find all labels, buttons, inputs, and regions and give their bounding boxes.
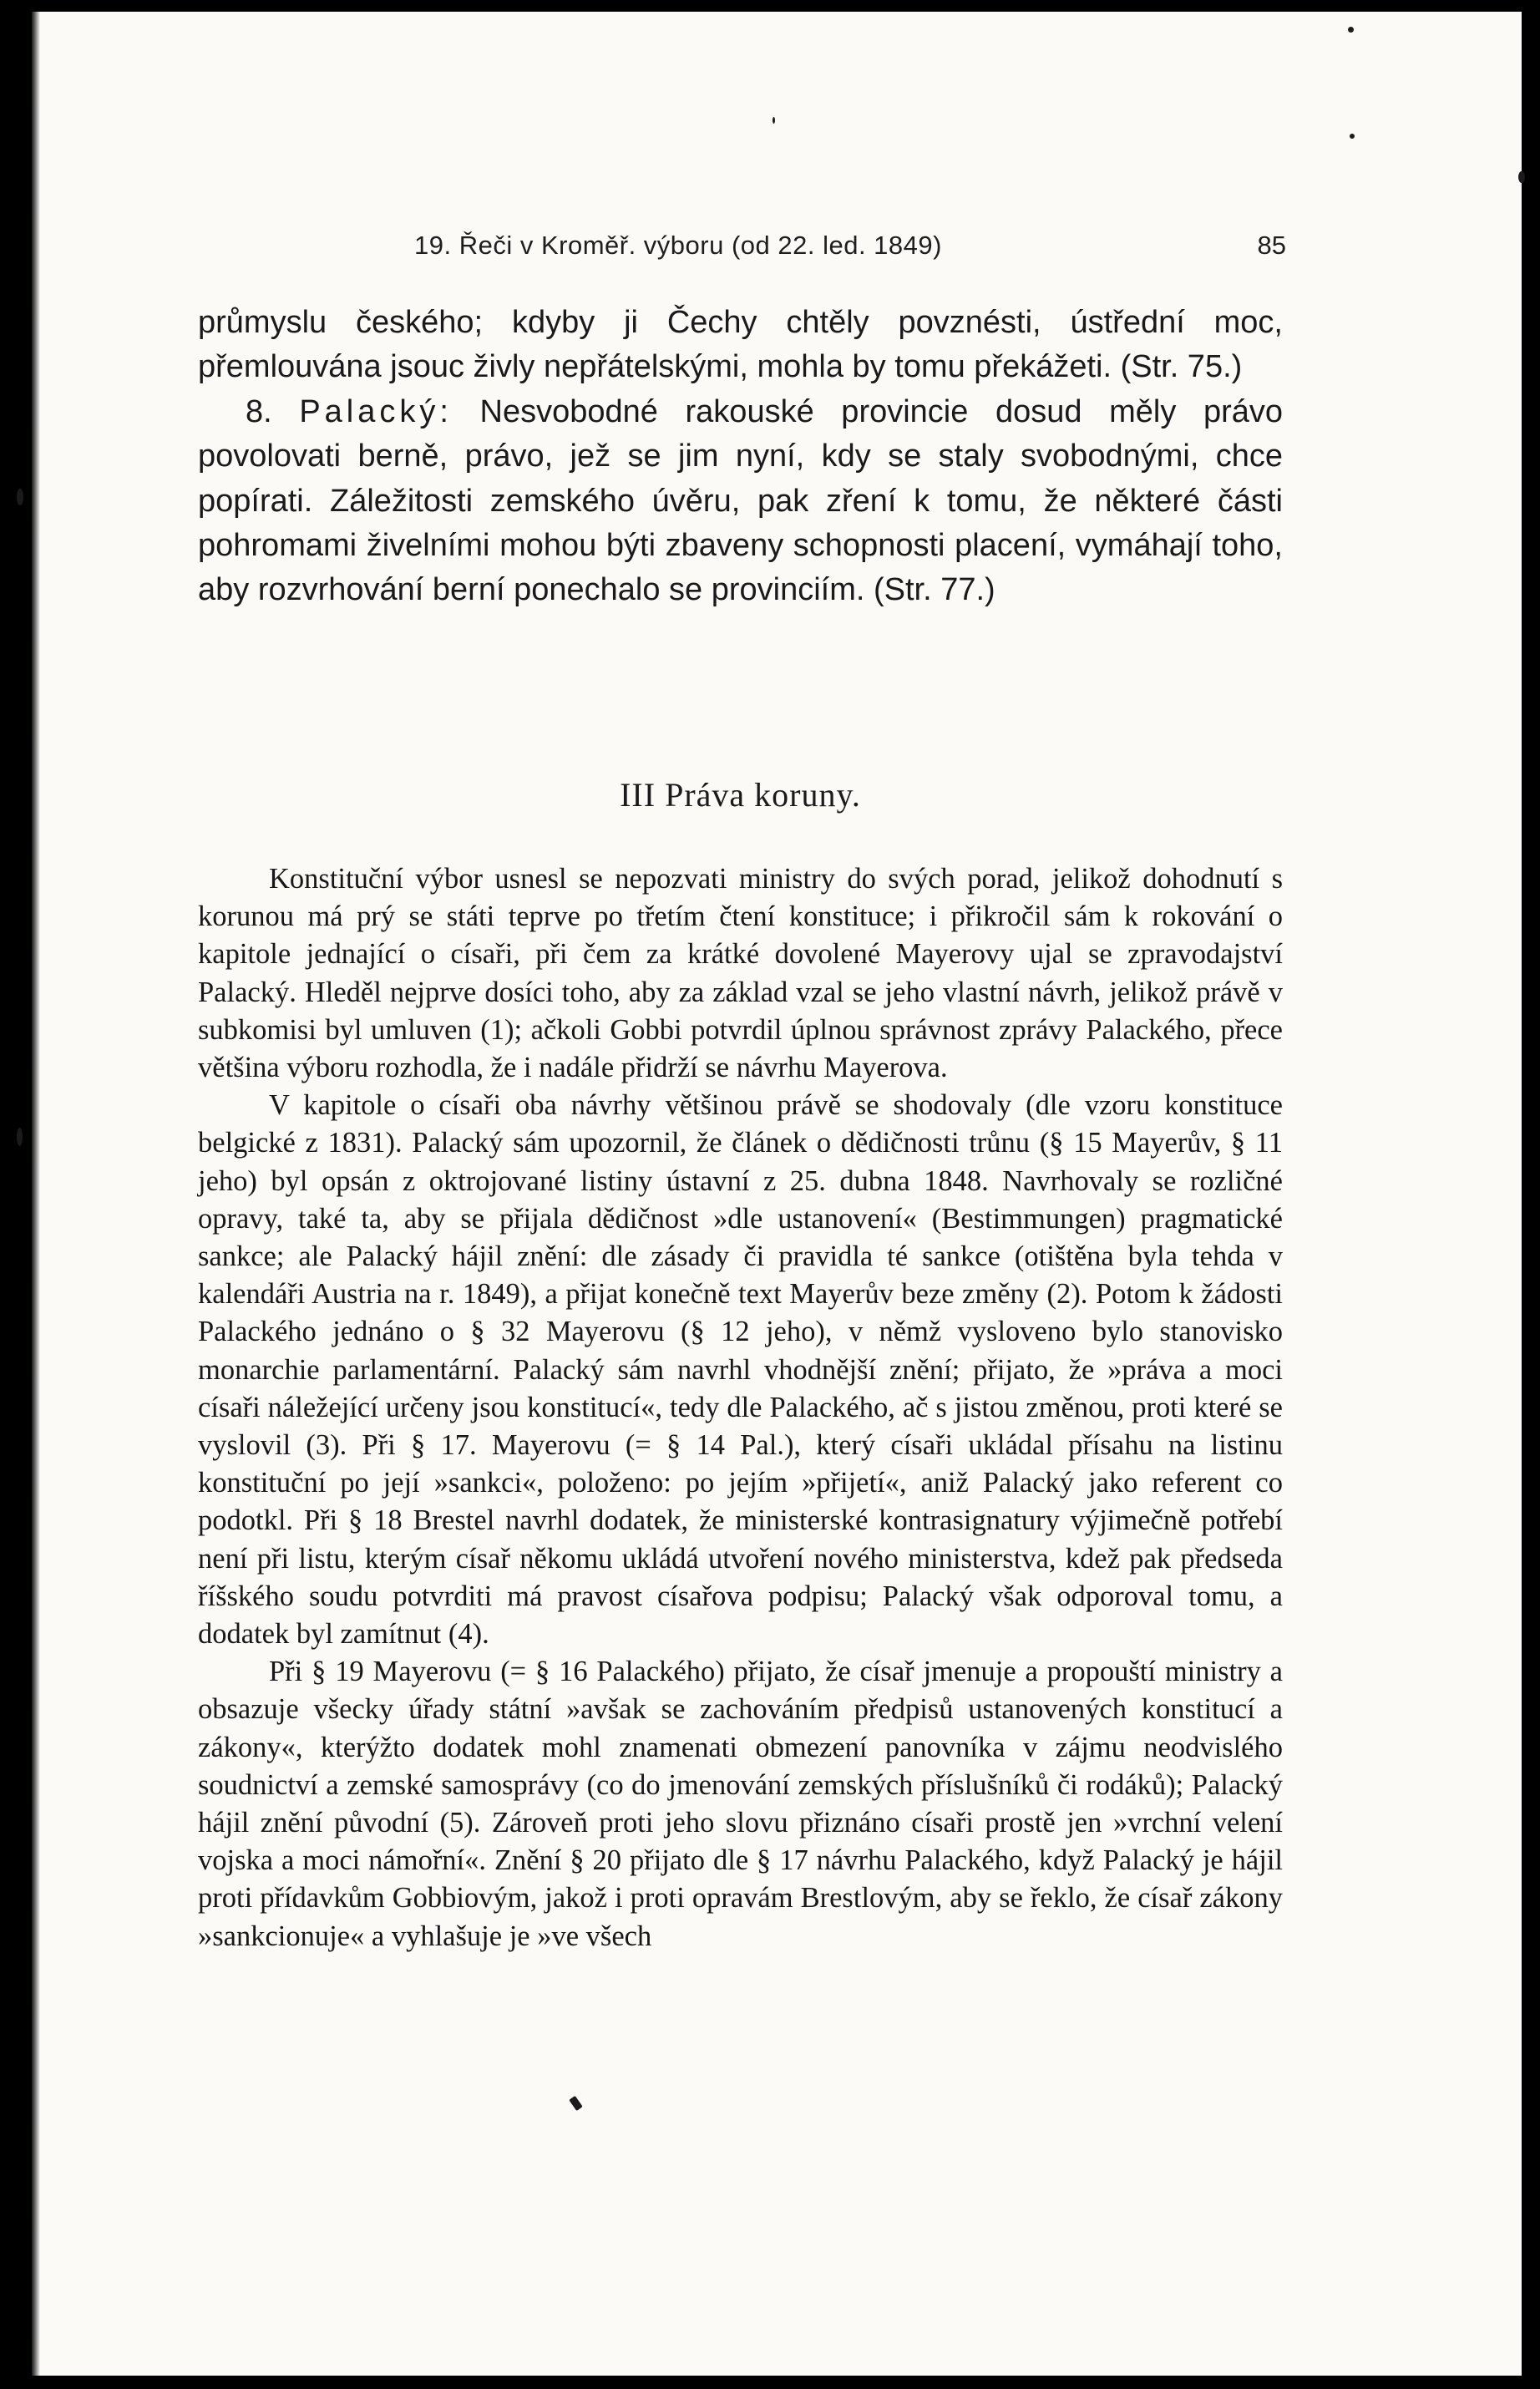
scan-speck [1348,27,1354,33]
scan-speck [1518,171,1525,183]
paragraph: Při § 19 Mayerovu (= § 16 Palackého) přijato, že císař jmenuje a propouští ministry a obsazuje všecky úřady státní »avšak se zachováním předpisů ustanovených konstitucí a zákony«, kterýžto dodatek mohl znamenati obmezení panovníka v zájmu neodvislého soudnictví a zemské samosprávy (co do jmenování zemských příslušníků či rodáků); Palacký hájil znění původní (5). Zároveň proti jeho slovu přiznáno císaři prostě jen »vrchní velení vojska a moci námořní«. Znění § 20 přijato dle § 17 návrhu Palackého, když Palacký je hájil proti přídavkům Gobbiovým, jakož i proti opravám Brestlovým, aby se řeklo, že císař zákony »sankcionuje« a vyhlašuje je »ve všech [198,1656,1283,1952]
scan-speck [773,117,775,124]
scan-speck [17,489,23,505]
page-binding-edge [32,12,40,2376]
numbered-paragraph [198,390,1283,613]
running-title: 19. Řeči v Kroměř. výboru (od 22. led. 1849) [414,231,942,260]
page-number: 85 [1257,231,1286,260]
upper-text-block [198,301,1283,613]
section-heading: III Práva koruny. [620,776,861,814]
page-header [200,227,1286,277]
scan-speck [17,1128,23,1146]
paragraph: průmyslu českého; kdyby ji Čechy chtěly povznésti, ústřední moc, přemlouvána jsouc živly nepřátelskými, mohla by tomu překážeti. (Str. 75.) [198,305,1283,385]
body-text-block [198,860,1283,1955]
paragraph: Konstituční výbor usnesl se nepozvati ministry do svých porad, jelikož dohodnutí s korunou má prý se státi teprve po třetím čtení konstituce; i přikročil sám k rokování o kapitole jednající o císaři, při čem za krátké dovolené Mayerovy ujal se zpravodajství Palacký. Hleděl nejprve dosíci toho, aby za základ vzal se jeho vlastní návrh, jelikož právě v subkomisi byl umluven (1); ačkoli Gobbi potvrdil úplnou správnost zprávy Palackého, přece většina výboru rozhodla, že i nadále přidrží se návrhu Mayerova. [198,863,1283,1084]
paragraph-body: Nesvobodné rakouské provincie dosud měly právo povolovati berně, právo, jež se jim nyní, kdy se staly svobodnými, chce popírati. Záležitosti zemského úvěru, pak zření k tomu, že některé části pohromami živelními mohou býti zbaveny schopnosti placení, vymáhají toho, aby rozvrhování berní ponechalo se provinciím. (Str. 77.) [198,393,1283,608]
speaker-name: Palacký: [299,393,453,429]
paragraph-number: 8. [246,393,272,429]
scan-speck [1350,134,1355,139]
paragraph: V kapitole o císaři oba návrhy většinou právě se shodovaly (dle vzoru konstituce belgické z 1831). Palacký sám upozornil, že článek o dědičnosti trůnu (§ 15 Mayerův, § 11 jeho) byl opsán z oktrojované listiny ústavní z 25. dubna 1848. Navrhovaly se rozličné opravy, také ta, aby se přijala dědičnost »dle ustanovení« (Bestimmungen) pragmatické sankce; ale Palacký hájil znění: dle zásady či pravidla té sankce (otištěna byla tehda v kalendáři Austria na r. 1849), a přijat konečně text Mayerův beze změny (2). Potom k žádosti Palackého jednáno o § 32 Mayerovu (§ 12 jeho), v němž vysloveno bylo stanovisko monarchie parlamentární. Palacký sám navrhl vhodnější znění; přijato, že »práva a moci císaři náležející určeny jsou konstitucí«, tedy dle Palackého, ač s jistou změnou, proti které se vyslovil (3). Při § 17. Mayerovu (= § 14 Pal.), který císaři ukládal přísahu na listinu konstituční po její »sankci«, položeno: po jejím »přijetí«, aniž Palacký jako referent co podotkl. Při § 18 Brestel navrhl dodatek, že ministerské kontrasignatury výjimečně potřebí není při listu, kterým císař někomu ukládá utvoření nového ministerstva, kdež pak předseda říšského soudu potvrditi má pravost císařova podpisu; Palacký však odporoval tomu, a dodatek byl zamítnut (4). [198,1089,1283,1651]
